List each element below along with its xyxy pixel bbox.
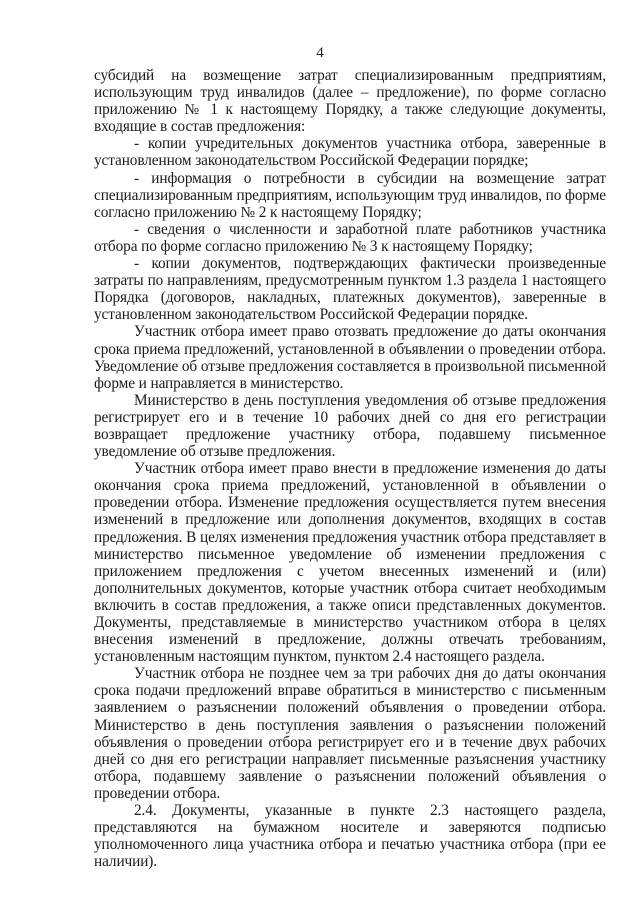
paragraph: Министерство в день поступления уведомления об отзыве предложения регистрирует его и в течение 10 рабочих дней со дня его регистрации возвращает предложение участнику отбора, подавшему письменное уведомление об отзыве предложения. xyxy=(94,391,606,461)
page-number: 4 xyxy=(316,45,324,61)
paragraph: Участник отбора имеет право отозвать предложение до даты окончания срока приема предложений, установленной в объявлении о проведении отбора. Уведомление об отзыве предложения составляется в произвольной письменной форме и направляется в министерство. xyxy=(94,323,606,392)
list-item: - копии учредительных документов участника отбора, заверенные в установленном законодательством Российской Федерации порядке; xyxy=(94,135,606,170)
paragraph: Участник отбора не позднее чем за три рабочих дня до даты окончания срока подачи предложений вправе обратиться в министерство с письменным заявлением о разъяснении положений объявления о проведении отбора. Министерство в день поступления заявления о разъяснении положений объявления о проведении отбора регистрирует его и в течение двух рабочих дней со дня его регистрации направляет письменные разъяснения участнику отбора, подавшему заявление о разъяснении положений объявления о проведении отбора. xyxy=(94,665,606,802)
list-item: - сведения о численности и заработной плате работников участника отбора по форме согласно приложению № 3 к настоящему Порядку; xyxy=(94,220,606,255)
paragraph: субсидий на возмещение затрат специализированным предприятиям, использующим труд инвалидов (далее – предложение), по форме согласно приложению № 1 к настоящему Порядку, а также следующие документы, входящие в состав предложения: xyxy=(94,67,606,136)
document-body xyxy=(94,67,606,870)
list-item: - информация о потребности в субсидии на возмещение затрат специализированным предприятиям, использующим труд инвалидов, по форме согласно приложению № 2 к настоящему Порядку; xyxy=(94,169,606,221)
paragraph: 2.4. Документы, указанные в пункте 2.3 настоящего раздела, представляются на бумажном носителе и заверяются подписью уполномоченного лица участника отбора и печатью участника отбора (при ее наличии). xyxy=(94,802,606,871)
list-item: - копии документов, подтверждающих фактически произведенные затраты по направлениям, предусмотренным пунктом 1.3 раздела 1 настоящего Порядка (договоров, накладных, платежных документов), заверенные в установленном законодательством Российской Федерации порядке. xyxy=(94,255,606,324)
paragraph: Участник отбора имеет право внести в предложение изменения до даты окончания срока приема предложений, установленной в объявлении о проведении отбора. Изменение предложения осуществляется путем внесения изменений в предложение или дополнения документов, входящих в состав предложения. В целях изменения предложения участник отбора представляет в министерство письменное уведомление об изменении предложения с приложением предложения с учетом внесенных изменений и (или) дополнительных документов, которые участник отбора считает необходимым включить в состав предложения, а также описи представленных документов. Документы, представляемые в министерство участником отбора в целях внесения изменений в предложение, должны отвечать требованиям, установленным настоящим пунктом, пунктом 2.4 настоящего раздела. xyxy=(94,460,606,666)
